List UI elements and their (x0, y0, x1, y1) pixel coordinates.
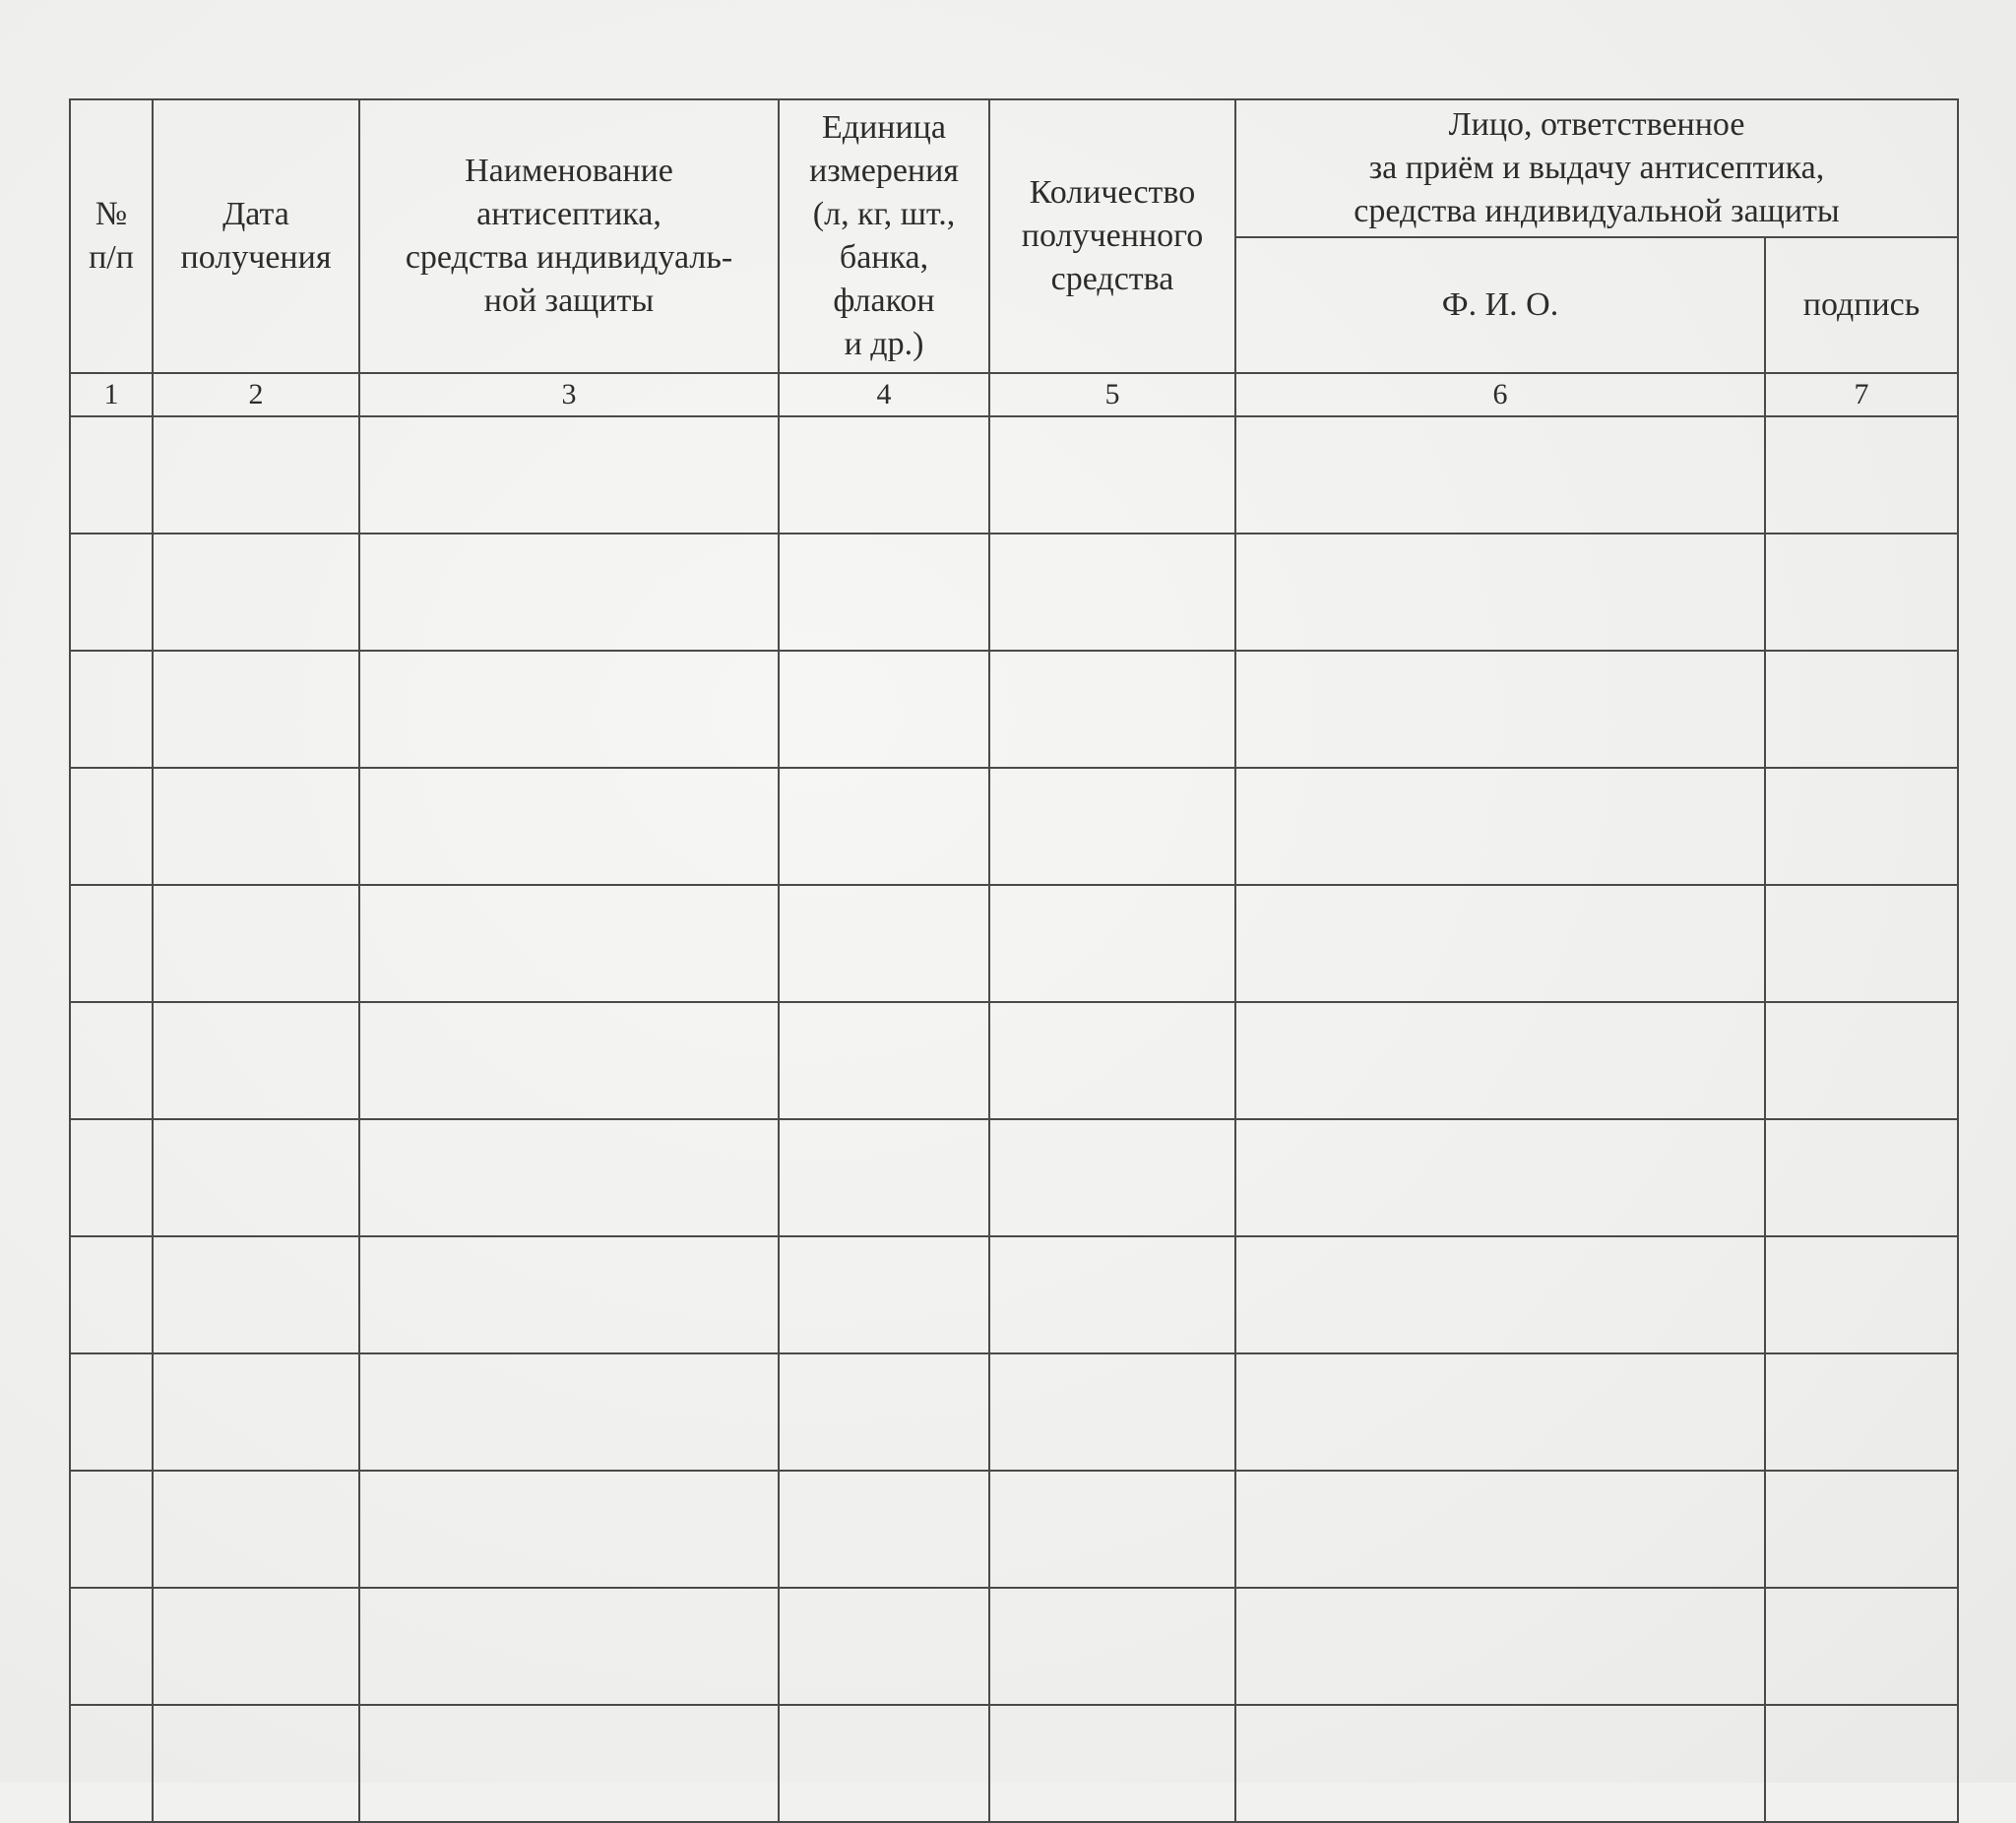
table-row (70, 1353, 1958, 1471)
table-row (70, 416, 1958, 534)
table-row (70, 1236, 1958, 1353)
cell-name (359, 1588, 779, 1705)
column-number: 6 (1235, 373, 1765, 416)
column-number: 5 (989, 373, 1235, 416)
cell-name (359, 1236, 779, 1353)
cell-signature (1765, 416, 1958, 534)
cell-name (359, 1353, 779, 1471)
column-number: 2 (153, 373, 359, 416)
cell-num (70, 1588, 153, 1705)
cell-fio (1235, 885, 1765, 1002)
cell-signature (1765, 1471, 1958, 1588)
cell-unit (779, 1705, 989, 1822)
cell-date (153, 534, 359, 651)
cell-unit (779, 768, 989, 885)
cell-unit (779, 1588, 989, 1705)
cell-quantity (989, 1353, 1235, 1471)
table-row (70, 1471, 1958, 1588)
cell-quantity (989, 1588, 1235, 1705)
cell-unit (779, 534, 989, 651)
cell-signature (1765, 1353, 1958, 1471)
cell-num (70, 1119, 153, 1236)
column-number: 4 (779, 373, 989, 416)
cell-signature (1765, 651, 1958, 768)
cell-fio (1235, 416, 1765, 534)
cell-unit (779, 1119, 989, 1236)
cell-fio (1235, 1588, 1765, 1705)
cell-fio (1235, 1471, 1765, 1588)
header-num: № п/п (70, 99, 153, 373)
table-row (70, 651, 1958, 768)
cell-quantity (989, 1471, 1235, 1588)
cell-date (153, 651, 359, 768)
cell-signature (1765, 768, 1958, 885)
cell-quantity (989, 651, 1235, 768)
cell-name (359, 768, 779, 885)
cell-signature (1765, 1236, 1958, 1353)
table-row (70, 885, 1958, 1002)
column-number: 7 (1765, 373, 1958, 416)
cell-name (359, 1002, 779, 1119)
cell-num (70, 1353, 153, 1471)
cell-unit (779, 1471, 989, 1588)
cell-name (359, 534, 779, 651)
cell-signature (1765, 1119, 1958, 1236)
cell-signature (1765, 534, 1958, 651)
cell-unit (779, 1353, 989, 1471)
header-name: Наименование антисептика, средства индивидуаль- ной защиты (359, 99, 779, 373)
header-signature: подпись (1765, 237, 1958, 373)
cell-unit (779, 651, 989, 768)
cell-date (153, 1588, 359, 1705)
cell-date (153, 1236, 359, 1353)
cell-date (153, 768, 359, 885)
cell-signature (1765, 1588, 1958, 1705)
cell-unit (779, 1236, 989, 1353)
table-row (70, 1588, 1958, 1705)
header-fio: Ф. И. О. (1235, 237, 1765, 373)
column-number-row (70, 373, 1958, 416)
cell-quantity (989, 1119, 1235, 1236)
cell-signature (1765, 1002, 1958, 1119)
cell-num (70, 1471, 153, 1588)
cell-quantity (989, 768, 1235, 885)
table-row (70, 1002, 1958, 1119)
table-row (70, 534, 1958, 651)
cell-num (70, 885, 153, 1002)
cell-date (153, 885, 359, 1002)
cell-fio (1235, 1705, 1765, 1822)
cell-quantity (989, 534, 1235, 651)
cell-fio (1235, 534, 1765, 651)
column-number: 3 (359, 373, 779, 416)
cell-num (70, 1236, 153, 1353)
cell-date (153, 416, 359, 534)
header-row-top (70, 99, 1958, 237)
cell-unit (779, 416, 989, 534)
cell-fio (1235, 1002, 1765, 1119)
cell-quantity (989, 1705, 1235, 1822)
cell-quantity (989, 416, 1235, 534)
cell-name (359, 885, 779, 1002)
cell-quantity (989, 885, 1235, 1002)
cell-quantity (989, 1236, 1235, 1353)
table-row (70, 768, 1958, 885)
antiseptic-log-table (69, 98, 1959, 1823)
cell-num (70, 534, 153, 651)
cell-name (359, 416, 779, 534)
cell-unit (779, 885, 989, 1002)
column-number: 1 (70, 373, 153, 416)
cell-num (70, 1705, 153, 1822)
header-responsible: Лицо, ответственное за приём и выдачу антисептика, средства индивидуальной защиты (1235, 99, 1958, 237)
cell-name (359, 1705, 779, 1822)
cell-fio (1235, 1236, 1765, 1353)
header-date: Дата получения (153, 99, 359, 373)
cell-quantity (989, 1002, 1235, 1119)
cell-name (359, 1119, 779, 1236)
cell-fio (1235, 1353, 1765, 1471)
cell-date (153, 1119, 359, 1236)
cell-name (359, 651, 779, 768)
table-row (70, 1705, 1958, 1822)
cell-num (70, 1002, 153, 1119)
cell-num (70, 416, 153, 534)
cell-date (153, 1353, 359, 1471)
cell-date (153, 1705, 359, 1822)
cell-date (153, 1471, 359, 1588)
cell-name (359, 1471, 779, 1588)
cell-fio (1235, 1119, 1765, 1236)
cell-num (70, 768, 153, 885)
cell-num (70, 651, 153, 768)
cell-fio (1235, 768, 1765, 885)
cell-date (153, 1002, 359, 1119)
cell-unit (779, 1002, 989, 1119)
cell-fio (1235, 651, 1765, 768)
header-quantity: Количество полученного средства (989, 99, 1235, 373)
cell-signature (1765, 885, 1958, 1002)
header-unit: Единица измерения (л, кг, шт., банка, флакон и др.) (779, 99, 989, 373)
table-row (70, 1119, 1958, 1236)
cell-signature (1765, 1705, 1958, 1822)
